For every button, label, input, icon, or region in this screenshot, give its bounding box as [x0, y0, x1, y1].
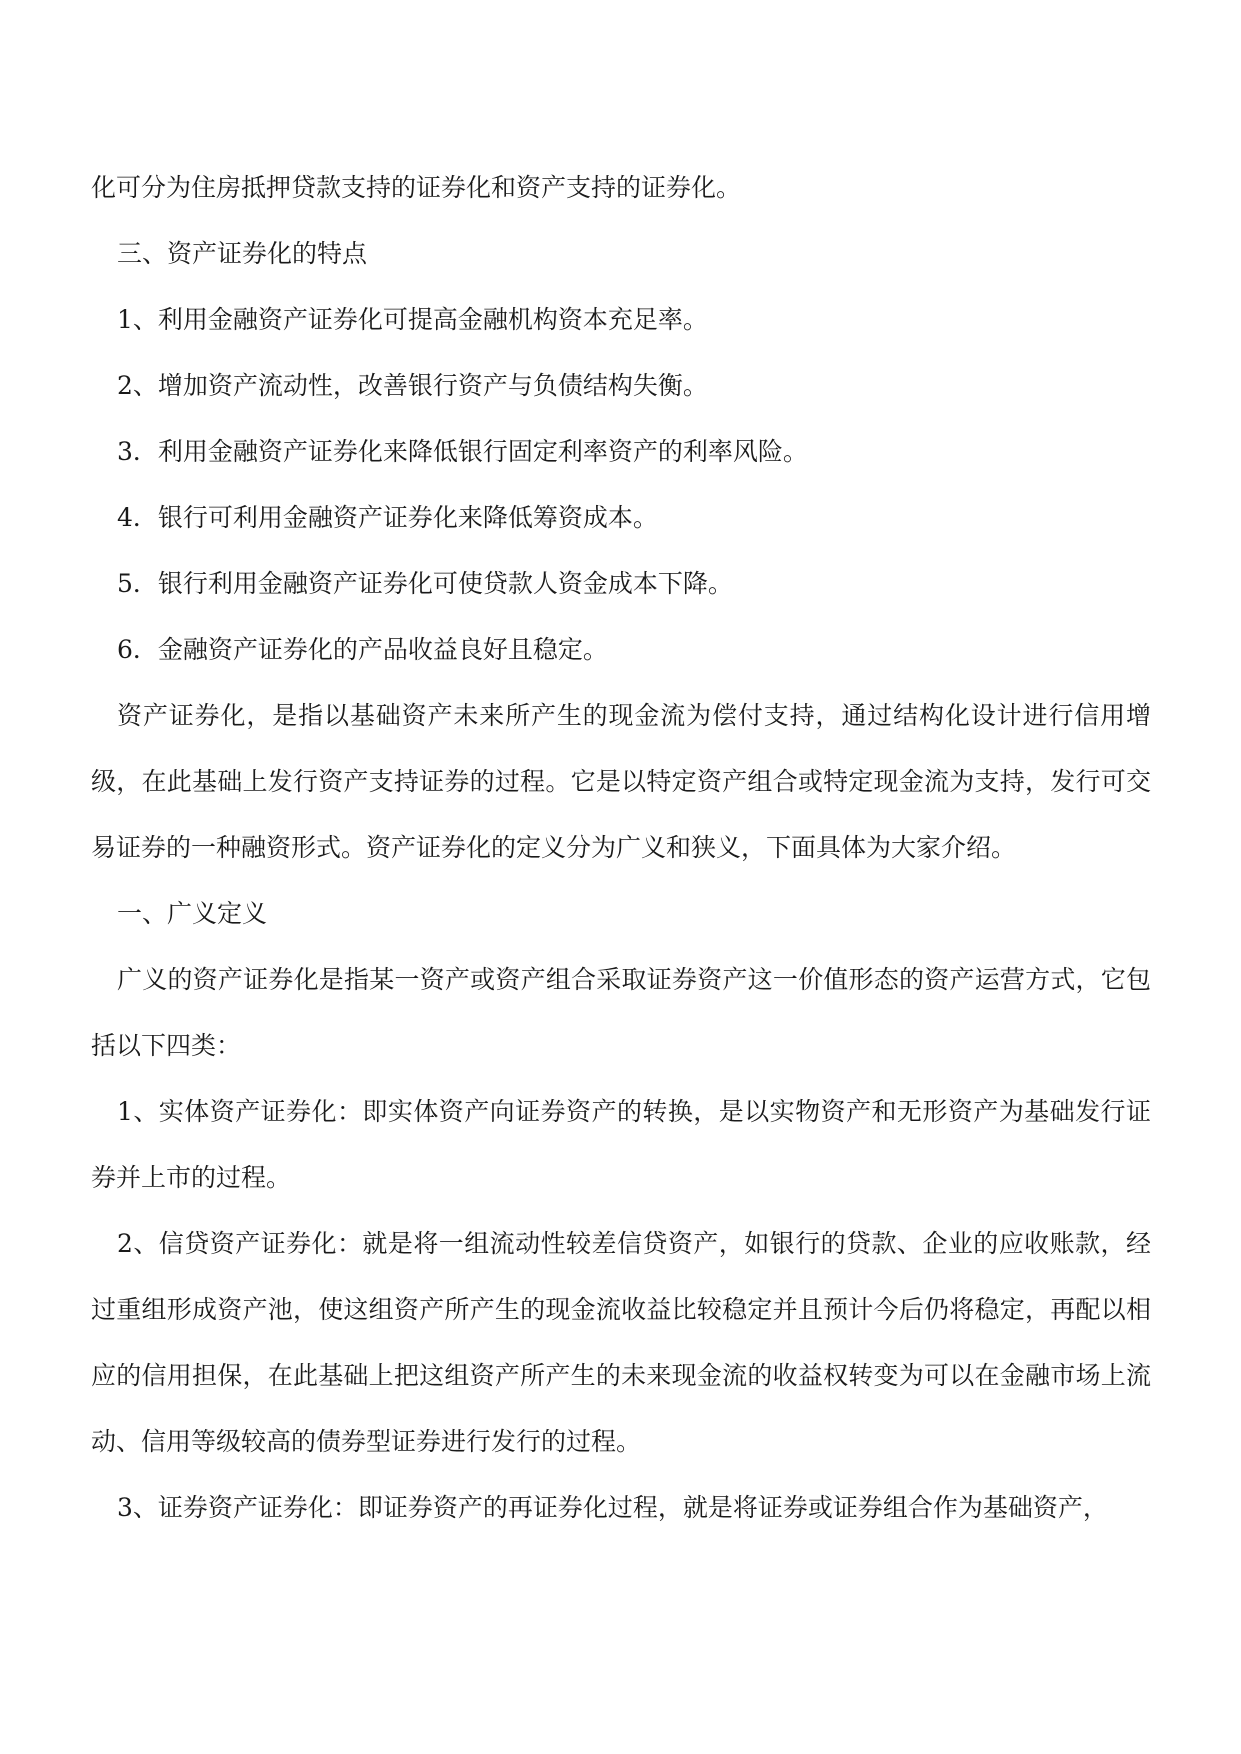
paragraph-broad-definition: 广义的资产证券化是指某一资产或资产组合采取证券资产这一价值形态的资产运营方式，它包括以下四类：: [91, 965, 1151, 1060]
list-item-6: 6．金融资产证券化的产品收益良好且稳定。: [117, 635, 608, 664]
list-item-5: 5．银行利用金融资产证券化可使贷款人资金成本下降。: [117, 569, 733, 598]
list-item-4: 4．银行可利用金融资产证券化来降低筹资成本。: [117, 503, 658, 532]
section-heading-features: 三、资产证券化的特点: [117, 239, 368, 268]
section-heading-broad-definition: 一、广义定义: [117, 899, 268, 928]
list-item-securities-asset: 3、证券资产证券化：即证券资产的再证券化过程，就是将证券或证券组合作为基础资产，: [117, 1493, 1108, 1522]
list-item-credit-asset: 2、信贷资产证券化：就是将一组流动性较差信贷资产，如银行的贷款、企业的应收账款，经过重组形成资产池，使这组资产所产生的现金流收益比较稳定并且预计今后仍将稳定，再配以相应的信用担保，在此基础上把这组资产所产生的未来现金流的收益权转变为可以在金融市场上流动、信用等级较高的债券型证券进行发行的过程。: [91, 1229, 1151, 1456]
list-item-1: 1、利用金融资产证券化可提高金融机构资本充足率。: [117, 305, 708, 334]
paragraph-continuation: 化可分为住房抵押贷款支持的证券化和资产支持的证券化。: [91, 173, 742, 202]
list-item-entity-asset: 1、实体资产证券化：即实体资产向证券资产的转换，是以实物资产和无形资产为基础发行证券并上市的过程。: [91, 1097, 1151, 1192]
document-body: [91, 155, 1151, 1541]
paragraph-definition: 资产证券化，是指以基础资产未来所产生的现金流为偿付支持，通过结构化设计进行信用增级，在此基础上发行资产支持证券的过程。它是以特定资产组合或特定现金流为支持，发行可交易证券的一种融资形式。资产证券化的定义分为广义和狭义，下面具体为大家介绍。: [91, 701, 1151, 862]
list-item-3: 3．利用金融资产证券化来降低银行固定利率资产的利率风险。: [117, 437, 808, 466]
list-item-2: 2、增加资产流动性，改善银行资产与负债结构失衡。: [117, 371, 708, 400]
